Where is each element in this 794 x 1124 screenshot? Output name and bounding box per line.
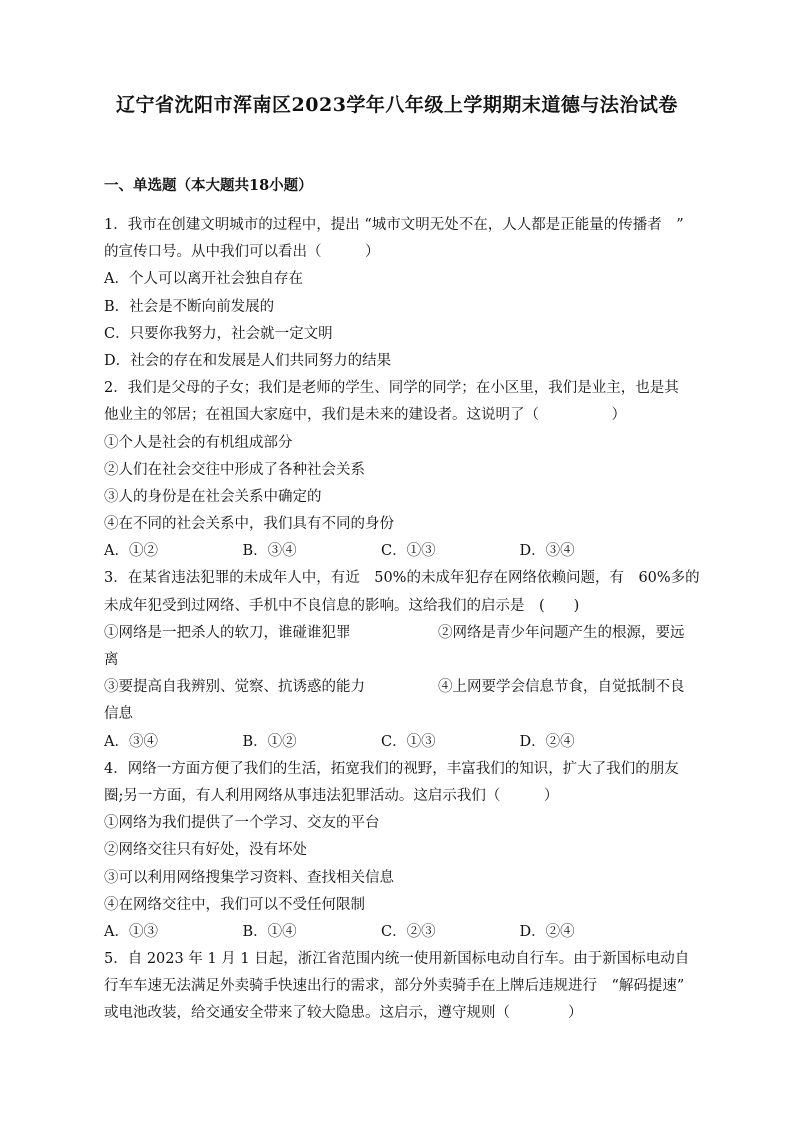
statement: ③可以利用网络搜集学习资料、查找相关信息 [104, 869, 394, 886]
question-text: 或电池改装，给交通安全带来了较大隐患。这启示，遵守规则（ ） [104, 1005, 583, 1022]
statement: ③人的身份是在社会关系中确定的 [104, 488, 322, 505]
statement: ①个人是社会的有机组成部分 [104, 434, 293, 451]
statement: ②人们在社会交往中形成了各种社会关系 [104, 461, 365, 478]
option-d: D．社会的存在和发展是人们共同努力的结果 [104, 352, 392, 369]
question-3 [104, 565, 700, 755]
question-list [104, 212, 700, 1028]
question-1 [104, 212, 700, 375]
option-c: C．只要你我努力，社会就一定文明 [104, 325, 333, 342]
page-title: 辽宁省沈阳市浑南区2023学年八年级上学期期末道德与法治试卷 [116, 94, 678, 116]
option-a: A．①② [104, 543, 158, 560]
statement-continuation: 离 [104, 652, 119, 668]
option-c: C．①③ [381, 543, 436, 560]
section-heading: 一、单选题（本大题共18小题） [104, 177, 313, 194]
option-b: B．③④ [242, 543, 297, 560]
question-text: 的宣传口号。从中我们可以看出（ ） [104, 244, 380, 261]
statement: ④在不同的社会关系中，我们具有不同的身份 [104, 516, 394, 533]
question-text: 圈;另一方面，有人利用网络从事违法犯罪活动。这启示我们（ ） [104, 787, 559, 804]
option-b: B．①② [242, 733, 297, 750]
statement: ④上网要学会信息节食，自觉抵制不良 [438, 679, 685, 696]
statement: ②网络交往只有好处，没有坏处 [104, 842, 307, 859]
question-text: 5．自 2023 年 1 月 1 日起，浙江省范围内统一使用新国标电动自行车。由于新国标电动自 [104, 951, 690, 968]
question-5 [104, 946, 700, 1028]
option-c: C．②③ [381, 923, 436, 940]
question-text: 1．我市在创建文明城市的过程中，提出 “城市文明无处不在，人人都是正能量的传播者 ” [104, 217, 684, 233]
option-c: C．①③ [381, 733, 436, 750]
option-d: D．②④ [519, 923, 575, 940]
statement-pair [104, 620, 700, 647]
question-2 [104, 375, 700, 565]
question-text: 行车车速无法满足外卖骑手快速出行的需求，部分外卖骑手在上牌后违规进行 “解码提速” [104, 978, 685, 995]
options-row [104, 538, 700, 565]
statement: ③要提高自我辨别、觉察、抗诱惑的能力 [104, 679, 365, 696]
statement: ②网络是青少年问题产生的根源，要远 [438, 624, 685, 641]
statement: ①网络是一把杀人的软刀，谁碰谁犯罪 [104, 624, 351, 641]
option-a: A．个人可以离开社会独自存在 [104, 271, 303, 288]
question-text: 2．我们是父母的子女；我们是老师的学生、同学的同学；在小区里，我们是业主，也是其 [104, 380, 679, 397]
option-a: A．③④ [104, 733, 158, 750]
question-text: 4．网络一方面方便了我们的生活，拓宽我们的视野，丰富我们的知识，扩大了我们的朋友 [104, 760, 679, 777]
option-b: B．社会是不断向前发展的 [104, 298, 275, 315]
question-text: 未成年犯受到过网络、手机中不良信息的影响。这给我们的启示是 ( ) [104, 597, 580, 614]
statement-continuation: 信息 [104, 706, 133, 723]
statement-pair [104, 674, 700, 701]
options-row [104, 729, 700, 756]
option-d: D．③④ [519, 543, 575, 560]
options-row [104, 919, 700, 946]
statement: ④在网络交往中，我们可以不受任何限制 [104, 896, 365, 913]
question-text: 3．在某省违法犯罪的未成年人中，有近 50%的未成年犯存在网络依赖问题，有 60%多的 [104, 570, 700, 587]
question-4 [104, 756, 700, 946]
option-d: D．②④ [519, 733, 575, 750]
question-text: 他业主的邻居；在祖国大家庭中，我们是未来的建设者。这说明了（ ） [104, 407, 626, 424]
statement: ①网络为我们提供了一个学习、交友的平台 [104, 815, 380, 832]
option-a: A．①③ [104, 923, 158, 940]
option-b: B．①④ [242, 923, 297, 940]
